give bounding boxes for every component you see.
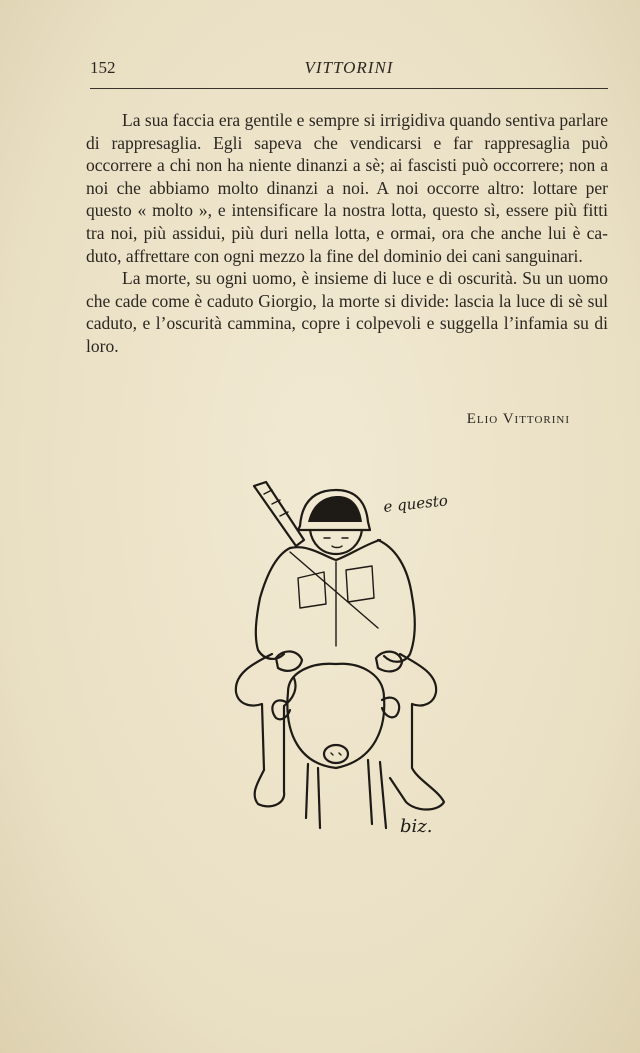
rifle-strap — [290, 552, 378, 628]
right-pocket — [346, 566, 374, 602]
pig-nostrils — [331, 753, 341, 755]
soldier-riding-pig-drawing — [228, 478, 468, 843]
author-signature: Elio Vittorini — [466, 411, 570, 427]
paragraph-1: La sua faccia era gentile e sempre si irrigidiva quando sentiva parlare di rappresaglia. Egli sapeva che vendicarsi e far rappresaglia può occorrere a chi non ha niente dinanzi a sè; ai fascisti può occorrere; non a noi che abbiamo molto dinanzi a noi. A noi occorre altro: lottare per questo « molto », e intensificare la nostra lotta, questo sì, essere più fitti tra noi, più assidui, più duri nella lotta, e ormai, ora che anche lui è caduto, affrettare con ogni mezzo la fine del dominio dei cani sanguinari. — [86, 110, 608, 266]
page-header — [90, 56, 608, 82]
pig-head — [287, 664, 384, 768]
paragraph-2: La morte, su ogni uomo, è insieme di luce e di oscurità. Su un uomo che cade come è caduto Giorgio, la morte si divide: lascia la luce di sè sul caduto, e l’oscurità cammina, copre i colpevoli e suggella l’infamia su di loro. — [86, 268, 608, 356]
left-hand — [276, 651, 302, 670]
face-features — [324, 538, 348, 548]
body-text — [86, 109, 608, 358]
collar-line — [290, 540, 380, 560]
right-leg — [390, 654, 444, 810]
pig-front-legs — [306, 764, 320, 828]
left-pocket — [298, 572, 326, 608]
running-head: VITTORINI — [304, 58, 394, 77]
rifle-markings — [264, 490, 288, 516]
right-arm-outline — [378, 540, 415, 662]
drawing-svg — [228, 478, 468, 843]
artist-mark: biz. — [400, 816, 433, 837]
pig-back-legs — [368, 760, 386, 828]
rifle-shape — [254, 482, 304, 546]
page-number: 152 — [90, 58, 116, 77]
header-rule — [90, 88, 608, 89]
helmet-shading — [308, 496, 362, 522]
left-arm-outline — [256, 548, 290, 659]
handwritten-caption: e questo — [382, 491, 449, 516]
left-leg — [236, 654, 296, 806]
pig-snout — [324, 745, 348, 763]
